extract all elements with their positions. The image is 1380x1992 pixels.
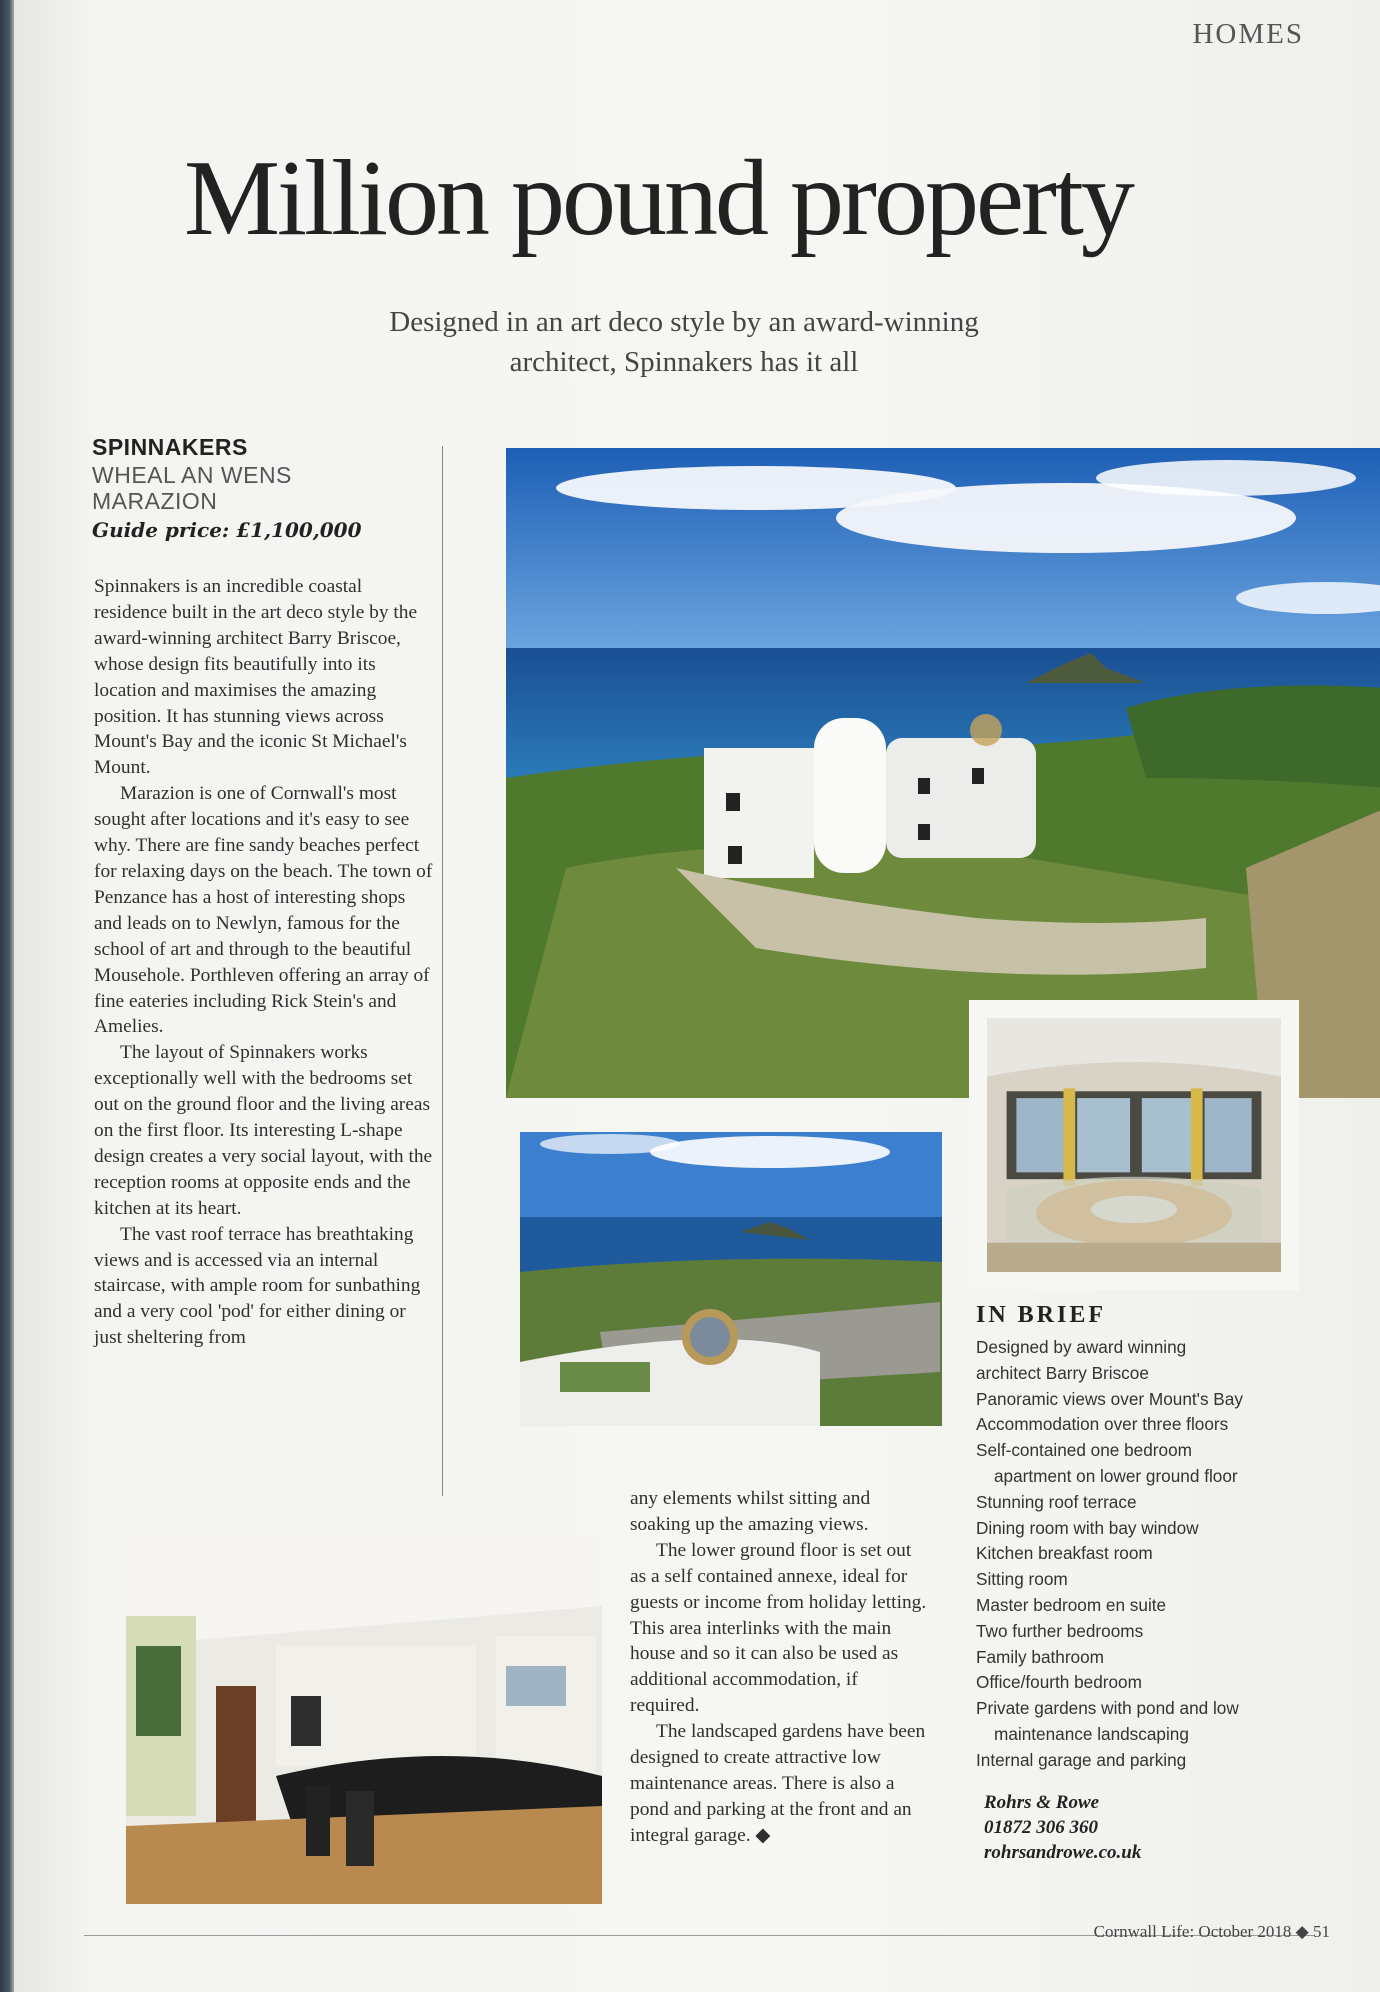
brief-item-text: apartment on lower ground floor [994,1465,1238,1486]
brief-item: Designed by award winning [976,1337,1187,1357]
agent-phone: 01872 306 360 [984,1817,1098,1838]
body-paragraph: The lower ground floor is set out as a self contained annexe, ideal for guests or income from holiday letting. This area interlinks with the main house and so it can also be used as additional accommodation, if required. [630,1539,927,1717]
agent-details [984,1790,1141,1865]
brief-item: Sitting room [976,1569,1068,1590]
brief-item: Stunning roof terrace [976,1491,1137,1512]
body-paragraph: any elements whilst sitting and soaking up the amazing views. [630,1488,871,1535]
in-brief-list [976,1335,1306,1774]
brief-item: Private gardens with pond and low [976,1698,1239,1719]
body-paragraph: The landscaped gardens have been designed to create attractive low maintenance areas. There is also a pond and parking at the front and an integral garage. ◆ [630,1721,926,1846]
brief-item: Family bathroom [976,1646,1104,1667]
property-name: SPINNAKERS [92,434,248,460]
body-paragraph: Marazion is one of Cornwall's most sought after locations and it's easy to see why. There are fine sandy beaches perfect for relaxing days on the beach. The town of Penzance has a host of interesting shops and leads on to Newlyn, famous for the school of art and through to the beautiful Mousehole. Porthleven offering an array of fine eateries including Rick Stein's and Amelies. [94,783,433,1038]
brief-item-continued [976,1464,1306,1490]
brief-item: Self-contained one bedroom [976,1440,1192,1461]
brief-item: Internal garage and parking [976,1749,1187,1770]
agent-name: Rohrs & Rowe [984,1792,1100,1813]
body-paragraph: The vast roof terrace has breathtaking views and is accessed via an internal staircase, with ample room for sunbathing and a very cool 'pod' for either dining or just sheltering from [94,1223,421,1349]
brief-item: Master bedroom en suite [976,1594,1167,1615]
body-column-right [630,1486,930,1849]
page-footer: Cornwall Life: October 2018 ◆ 51 [1093,1922,1330,1941]
in-brief-title: IN BRIEF [976,1302,1107,1328]
section-label: HOMES [1192,18,1304,50]
body-column-left [94,574,434,1351]
body-paragraph: Spinnakers is an incredible coastal residence built in the art deco style by the award-winning architect Barry Briscoe, whose design fits beautifully into its location and maximises the amazing position. It has stunning views across Mount's Bay and the iconic St Michael's Mount. [94,576,418,779]
brief-item: Accommodation over three floors [976,1414,1229,1435]
brief-item: Dining room with bay window [976,1517,1199,1538]
brief-item: Two further bedrooms [976,1620,1144,1641]
brief-item-text: maintenance landscaping [994,1723,1189,1744]
brief-item: Panoramic views over Mount's Bay [976,1388,1243,1409]
dining-room-photo [969,1000,1299,1290]
headline: Million pound property [184,139,1132,258]
standfirst: Designed in an art deco style by an award-winning architect, Spinnakers has it all [389,306,979,378]
guide-price: Guide price: £1,100,000 [92,518,362,542]
brief-item: Kitchen breakfast room [976,1543,1153,1564]
kitchen-photo [126,1536,602,1904]
brief-item: architect Barry Briscoe [976,1362,1149,1383]
brief-item-continued [976,1722,1306,1748]
property-address: WHEAL AN WENS MARAZION [92,462,292,514]
agent-website: rohrsandrowe.co.uk [984,1842,1142,1863]
in-brief-box [976,1302,1306,1774]
magazine-page [14,0,1380,1992]
roof-terrace-photo [520,1132,942,1426]
brief-item: Office/fourth bedroom [976,1672,1142,1693]
body-paragraph: The layout of Spinnakers works exceptionally well with the bedrooms set out on the ground floor and the living areas on the first floor. Its interesting L-shape design creates a very social layout, with the reception rooms at opposite ends and the kitchen at its heart. [94,1042,433,1219]
column-divider [442,446,443,1496]
